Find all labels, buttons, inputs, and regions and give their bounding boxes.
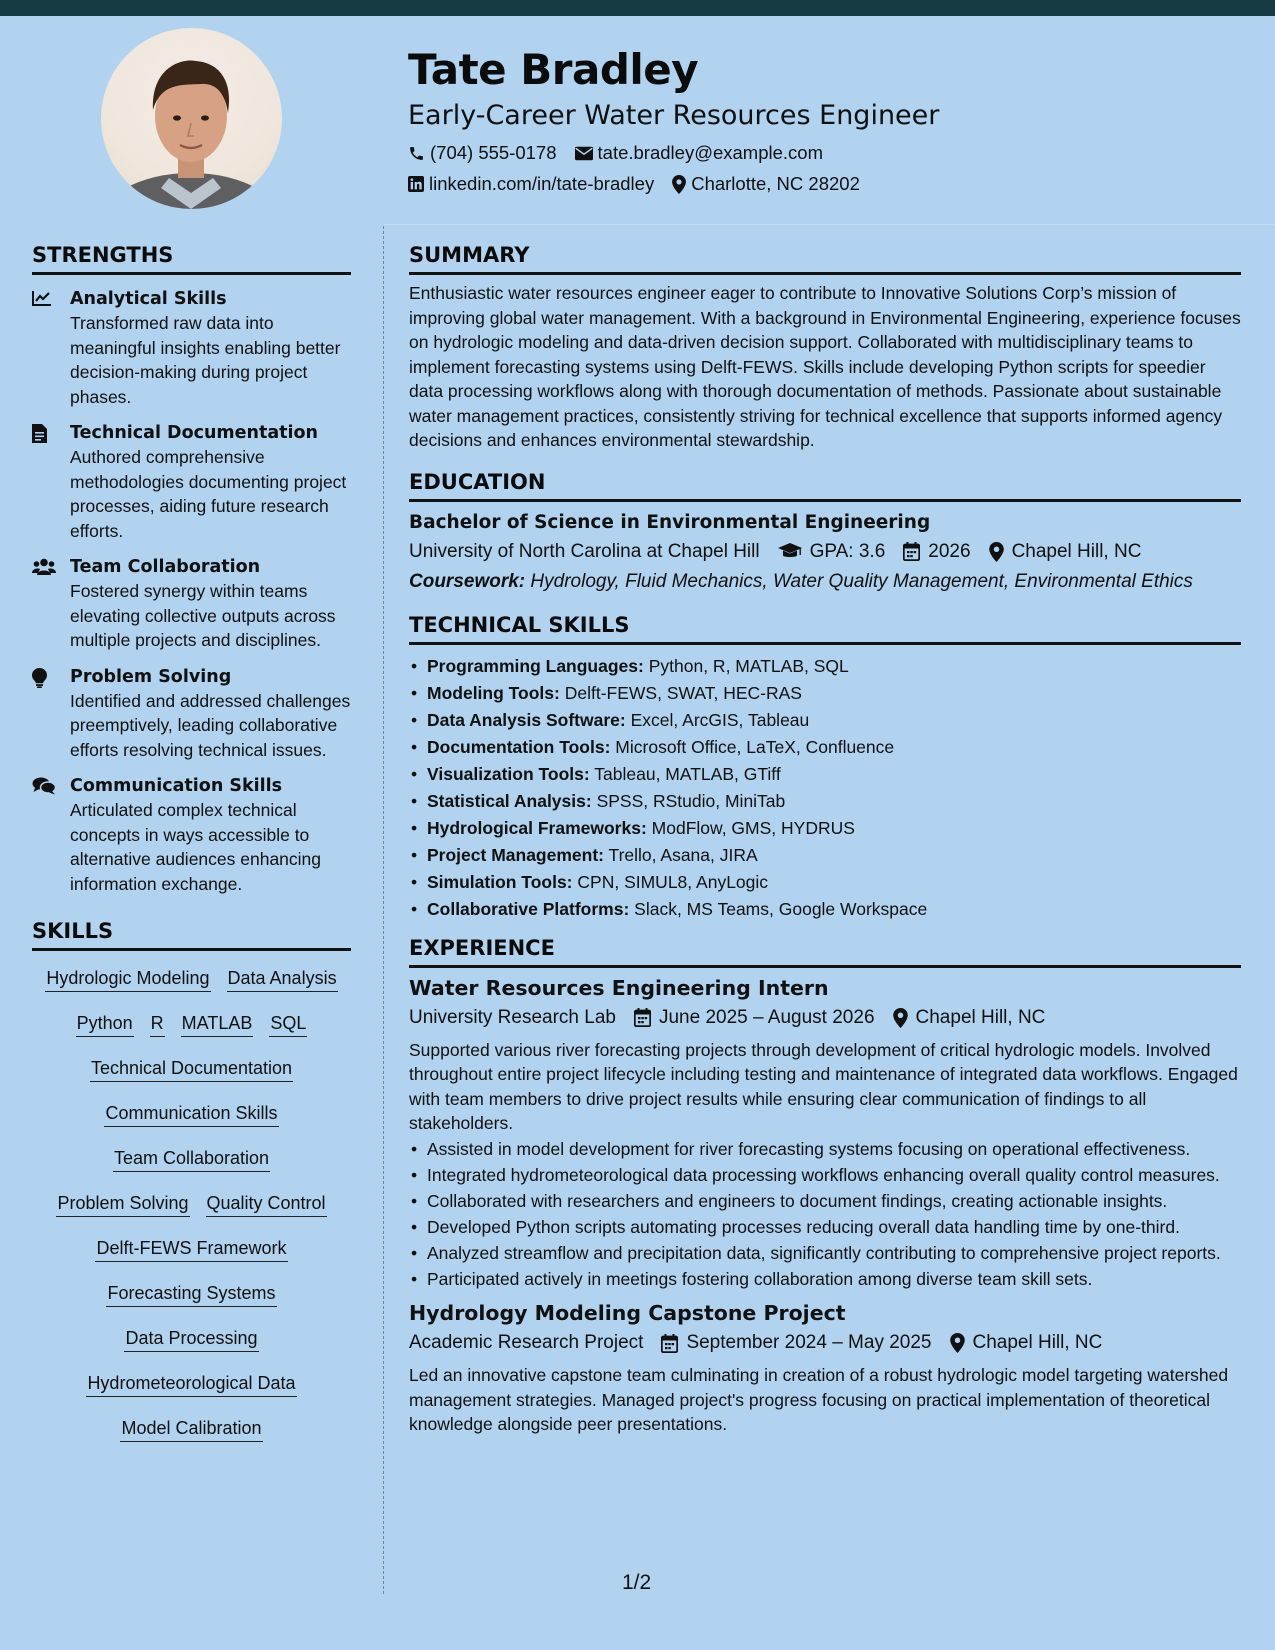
experience-entry — [409, 974, 1241, 1292]
skill-category: Hydrological Frameworks: — [427, 817, 647, 838]
job-title: Water Resources Engineering Intern — [409, 975, 829, 1000]
skill-category: Documentation Tools: — [427, 736, 611, 757]
strength-title: Problem Solving — [70, 666, 232, 687]
calendar-icon — [634, 1008, 651, 1027]
skill-tag-row — [32, 1190, 351, 1235]
strengths-list — [32, 287, 351, 896]
chart-line-icon — [32, 290, 52, 306]
degree-title: Bachelor of Science in Environmental Engineering — [409, 511, 931, 533]
skill-tag: Python — [76, 1010, 134, 1037]
map-pin-icon — [950, 1333, 965, 1353]
skill-tag: Quality Control — [206, 1190, 327, 1217]
list-item — [409, 653, 1241, 680]
job-title: Hydrology Modeling Capstone Project — [409, 1301, 846, 1325]
strength-item — [32, 287, 351, 409]
list-item — [409, 842, 1241, 869]
list-item: • Developed Python scripts automating processes reducing overall data handling time by one-third. — [409, 1215, 1241, 1240]
skill-category: Modeling Tools: — [427, 682, 560, 703]
candidate-role: Early-Career Water Resources Engineer — [408, 100, 940, 131]
skill-tag: Problem Solving — [56, 1190, 189, 1217]
phone-icon — [408, 145, 425, 162]
skill-tag: Communication Skills — [104, 1100, 278, 1127]
experience-heading: EXPERIENCE — [409, 933, 1241, 968]
gpa-text: GPA: 3.6 — [809, 540, 886, 562]
skill-tag: Technical Documentation — [90, 1055, 293, 1082]
skill-tag-row — [32, 1055, 351, 1100]
chat-icon — [32, 777, 56, 795]
map-pin-icon — [893, 1008, 908, 1028]
lightbulb-icon — [32, 668, 47, 688]
skill-tag-row — [32, 1235, 351, 1280]
skill-values: Python, R, MATLAB, SQL — [648, 655, 849, 676]
coursework-label: Coursework: — [409, 570, 526, 592]
skills-tag-cloud — [32, 965, 351, 1460]
map-pin-icon — [672, 175, 686, 194]
summary-heading: SUMMARY — [409, 240, 1241, 275]
skill-tag: Delft-FEWS Framework — [95, 1235, 287, 1262]
skill-tag-row — [32, 1010, 351, 1055]
skill-category: Programming Languages: — [427, 655, 644, 676]
skill-values: Delft-FEWS, SWAT, HEC-RAS — [564, 682, 802, 703]
strength-item — [32, 774, 351, 896]
list-item: • Analyzed streamflow and precipitation data, significantly contributing to comprehensive project reports. — [409, 1241, 1241, 1266]
strength-desc: Articulated complex technical concepts in ways accessible to alternative audiences enhancing information exchange. — [70, 800, 322, 894]
skill-tag-row — [32, 1100, 351, 1145]
education-meta — [409, 538, 1241, 566]
job-org: University Research Lab — [409, 1006, 616, 1028]
job-location-item — [950, 1329, 1103, 1357]
candidate-name: Tate Bradley — [408, 45, 699, 94]
skill-tag-row — [32, 965, 351, 1010]
skill-values: Tableau, MATLAB, GTiff — [594, 763, 781, 784]
skill-values: SPSS, RStudio, MiniTab — [596, 790, 786, 811]
job-org: Academic Research Project — [409, 1332, 644, 1353]
calendar-icon — [661, 1334, 678, 1353]
coursework-text: Hydrology, Fluid Mechanics, Water Quality Management, Environmental Ethics — [530, 570, 1193, 592]
list-item — [409, 788, 1241, 815]
skill-category: Statistical Analysis: — [427, 790, 592, 811]
year-text: 2026 — [928, 540, 971, 562]
email-text: tate.bradley@example.com — [597, 142, 823, 163]
email-icon — [575, 146, 593, 161]
strength-title: Communication Skills — [70, 776, 283, 796]
skill-tag-row — [32, 1325, 351, 1370]
skill-tag: Data Analysis — [227, 965, 338, 992]
experience-entry — [409, 1299, 1241, 1437]
job-bullets — [409, 1137, 1241, 1292]
location-contact — [672, 171, 860, 197]
skill-tag-row — [32, 1415, 351, 1460]
calendar-icon — [903, 542, 920, 561]
summary-text: Enthusiastic water resources engineer eager to contribute to Innovative Solutions Corp’s mission of improving global water management. With a background in Environmental Engineering, experience focuses on hydrologic modeling and data-driven decision support. Collaborated with multidisciplinary teams to implement forecasting systems using Delft-FEWS. Skills include developing Python scripts for speedier data processing workflows along with thorough documentation of methods. Passionate about sustainable water management practices, consistently striving for technical excellence that supports informed agency decisions and enhances environmental stewardship. — [409, 283, 1241, 450]
skill-values: Slack, MS Teams, Google Workspace — [634, 898, 928, 919]
list-item — [409, 761, 1241, 788]
column-divider — [383, 226, 384, 1594]
avatar — [101, 28, 282, 209]
strength-desc: Authored comprehensive methodologies documenting project processes, aiding future research efforts. — [70, 447, 347, 541]
phone-contact[interactable] — [408, 140, 557, 166]
skill-values: Excel, ArcGIS, Tableau — [630, 709, 810, 730]
skill-tag-row — [32, 1370, 351, 1415]
strength-desc: Fostered synergy within teams elevating collective outputs across multiple projects and disciplines. — [70, 581, 336, 650]
skills-heading: SKILLS — [32, 916, 351, 951]
skill-tag: Forecasting Systems — [106, 1280, 276, 1307]
school-name: University of North Carolina at Chapel Hill — [409, 540, 760, 562]
linkedin-text: linkedin.com/in/tate-bradley — [429, 173, 655, 194]
skill-category: Visualization Tools: — [427, 763, 590, 784]
skill-tag: Data Processing — [124, 1325, 258, 1352]
job-location: Chapel Hill, NC — [972, 1332, 1103, 1353]
list-item: • Collaborated with researchers and engineers to document findings, creating actionable insights. — [409, 1189, 1241, 1214]
skill-values: Trello, Asana, JIRA — [608, 844, 758, 865]
header-divider — [384, 224, 1275, 225]
skill-tag: SQL — [269, 1010, 307, 1037]
skill-tag: Hydrologic Modeling — [45, 965, 210, 992]
year-item — [903, 538, 970, 566]
users-icon — [32, 558, 56, 575]
list-item: • Integrated hydrometeorological data processing workflows enhancing overall quality control measures. — [409, 1163, 1241, 1188]
job-dates-item — [661, 1329, 931, 1357]
strength-title: Team Collaboration — [70, 557, 261, 577]
phone-text: (704) 555-0178 — [430, 142, 557, 163]
list-item — [409, 896, 1241, 923]
strength-item — [32, 665, 351, 763]
skill-tag-row — [32, 1145, 351, 1190]
list-item — [409, 707, 1241, 734]
skill-tag: R — [150, 1010, 165, 1037]
location-text: Charlotte, NC 28202 — [691, 173, 860, 194]
skill-values: CPN, SIMUL8, AnyLogic — [577, 871, 769, 892]
skill-category: Collaborative Platforms: — [427, 898, 630, 919]
resume-header — [408, 42, 939, 197]
list-item — [409, 815, 1241, 842]
skill-category: Project Management: — [427, 844, 604, 865]
left-column — [32, 240, 351, 1460]
job-location: Chapel Hill, NC — [915, 1006, 1046, 1028]
technical-skills-heading: TECHNICAL SKILLS — [409, 610, 1241, 645]
list-item: • Assisted in model development for river forecasting systems focusing on operational effectiveness. — [409, 1137, 1241, 1162]
contact-row-1 — [408, 140, 939, 166]
map-pin-icon — [989, 542, 1004, 562]
job-description: Led an innovative capstone team culminating in creation of a robust hydrologic model targeting watershed management strategies. Managed project's progress focusing on practical implementation of theoretical knowledge alongside peer presentations. — [409, 1365, 1229, 1434]
portrait-illustration — [101, 28, 282, 209]
strength-item — [32, 555, 351, 653]
job-meta — [409, 1004, 1241, 1032]
skill-category: Simulation Tools: — [427, 871, 573, 892]
strength-item — [32, 421, 351, 543]
skill-tag: Model Calibration — [120, 1415, 262, 1442]
email-contact[interactable] — [575, 140, 823, 166]
document-icon — [32, 424, 47, 443]
strength-desc: Transformed raw data into meaningful insights enabling better decision-making during project phases. — [70, 313, 341, 407]
list-item — [409, 680, 1241, 707]
job-dates-item — [634, 1004, 875, 1032]
job-dates: June 2025 – August 2026 — [658, 1006, 875, 1028]
skill-tag: MATLAB — [181, 1010, 254, 1037]
page-number: 1/2 — [622, 1571, 652, 1594]
skill-values: Microsoft Office, LaTeX, Confluence — [615, 736, 895, 757]
graduation-cap-icon — [778, 543, 802, 560]
job-location-item — [893, 1004, 1046, 1032]
gpa-item — [778, 538, 886, 566]
list-item: • Participated actively in meetings fostering collaboration among diverse team skill sets. — [409, 1267, 1241, 1292]
strength-title: Analytical Skills — [70, 289, 227, 309]
skill-values: ModFlow, GMS, HYDRUS — [651, 817, 855, 838]
right-column — [409, 240, 1241, 1437]
education-heading: EDUCATION — [409, 467, 1241, 502]
strengths-heading: STRENGTHS — [32, 240, 351, 275]
list-item — [409, 734, 1241, 761]
edu-location-item — [989, 538, 1142, 566]
job-description: Supported various river forecasting projects through development of critical hydrologic models. Involved throughout entire project lifecycle including testing and maintenance of integrated data workflows. Engaged with team members to drive project results while ensuring clear communication of findings to all stakeholders. — [409, 1039, 1238, 1133]
strength-desc: Identified and addressed challenges preemptively, leading collaborative efforts resolving technical issues. — [70, 690, 351, 760]
technical-skills-list — [409, 653, 1241, 923]
job-meta — [409, 1329, 1241, 1357]
skill-tag: Team Collaboration — [113, 1145, 270, 1172]
top-accent-bar — [0, 0, 1275, 16]
skill-category: Data Analysis Software: — [427, 709, 626, 730]
skill-tag-row — [32, 1280, 351, 1325]
contact-row-2 — [408, 171, 939, 197]
job-dates: September 2024 – May 2025 — [686, 1332, 932, 1353]
list-item — [409, 869, 1241, 896]
linkedin-contact[interactable] — [408, 171, 654, 197]
edu-location-text: Chapel Hill, NC — [1011, 540, 1142, 562]
skill-tag: Hydrometeorological Data — [86, 1370, 296, 1397]
coursework-line — [409, 568, 1241, 596]
linkedin-icon — [408, 176, 424, 192]
strength-title: Technical Documentation — [70, 423, 319, 443]
